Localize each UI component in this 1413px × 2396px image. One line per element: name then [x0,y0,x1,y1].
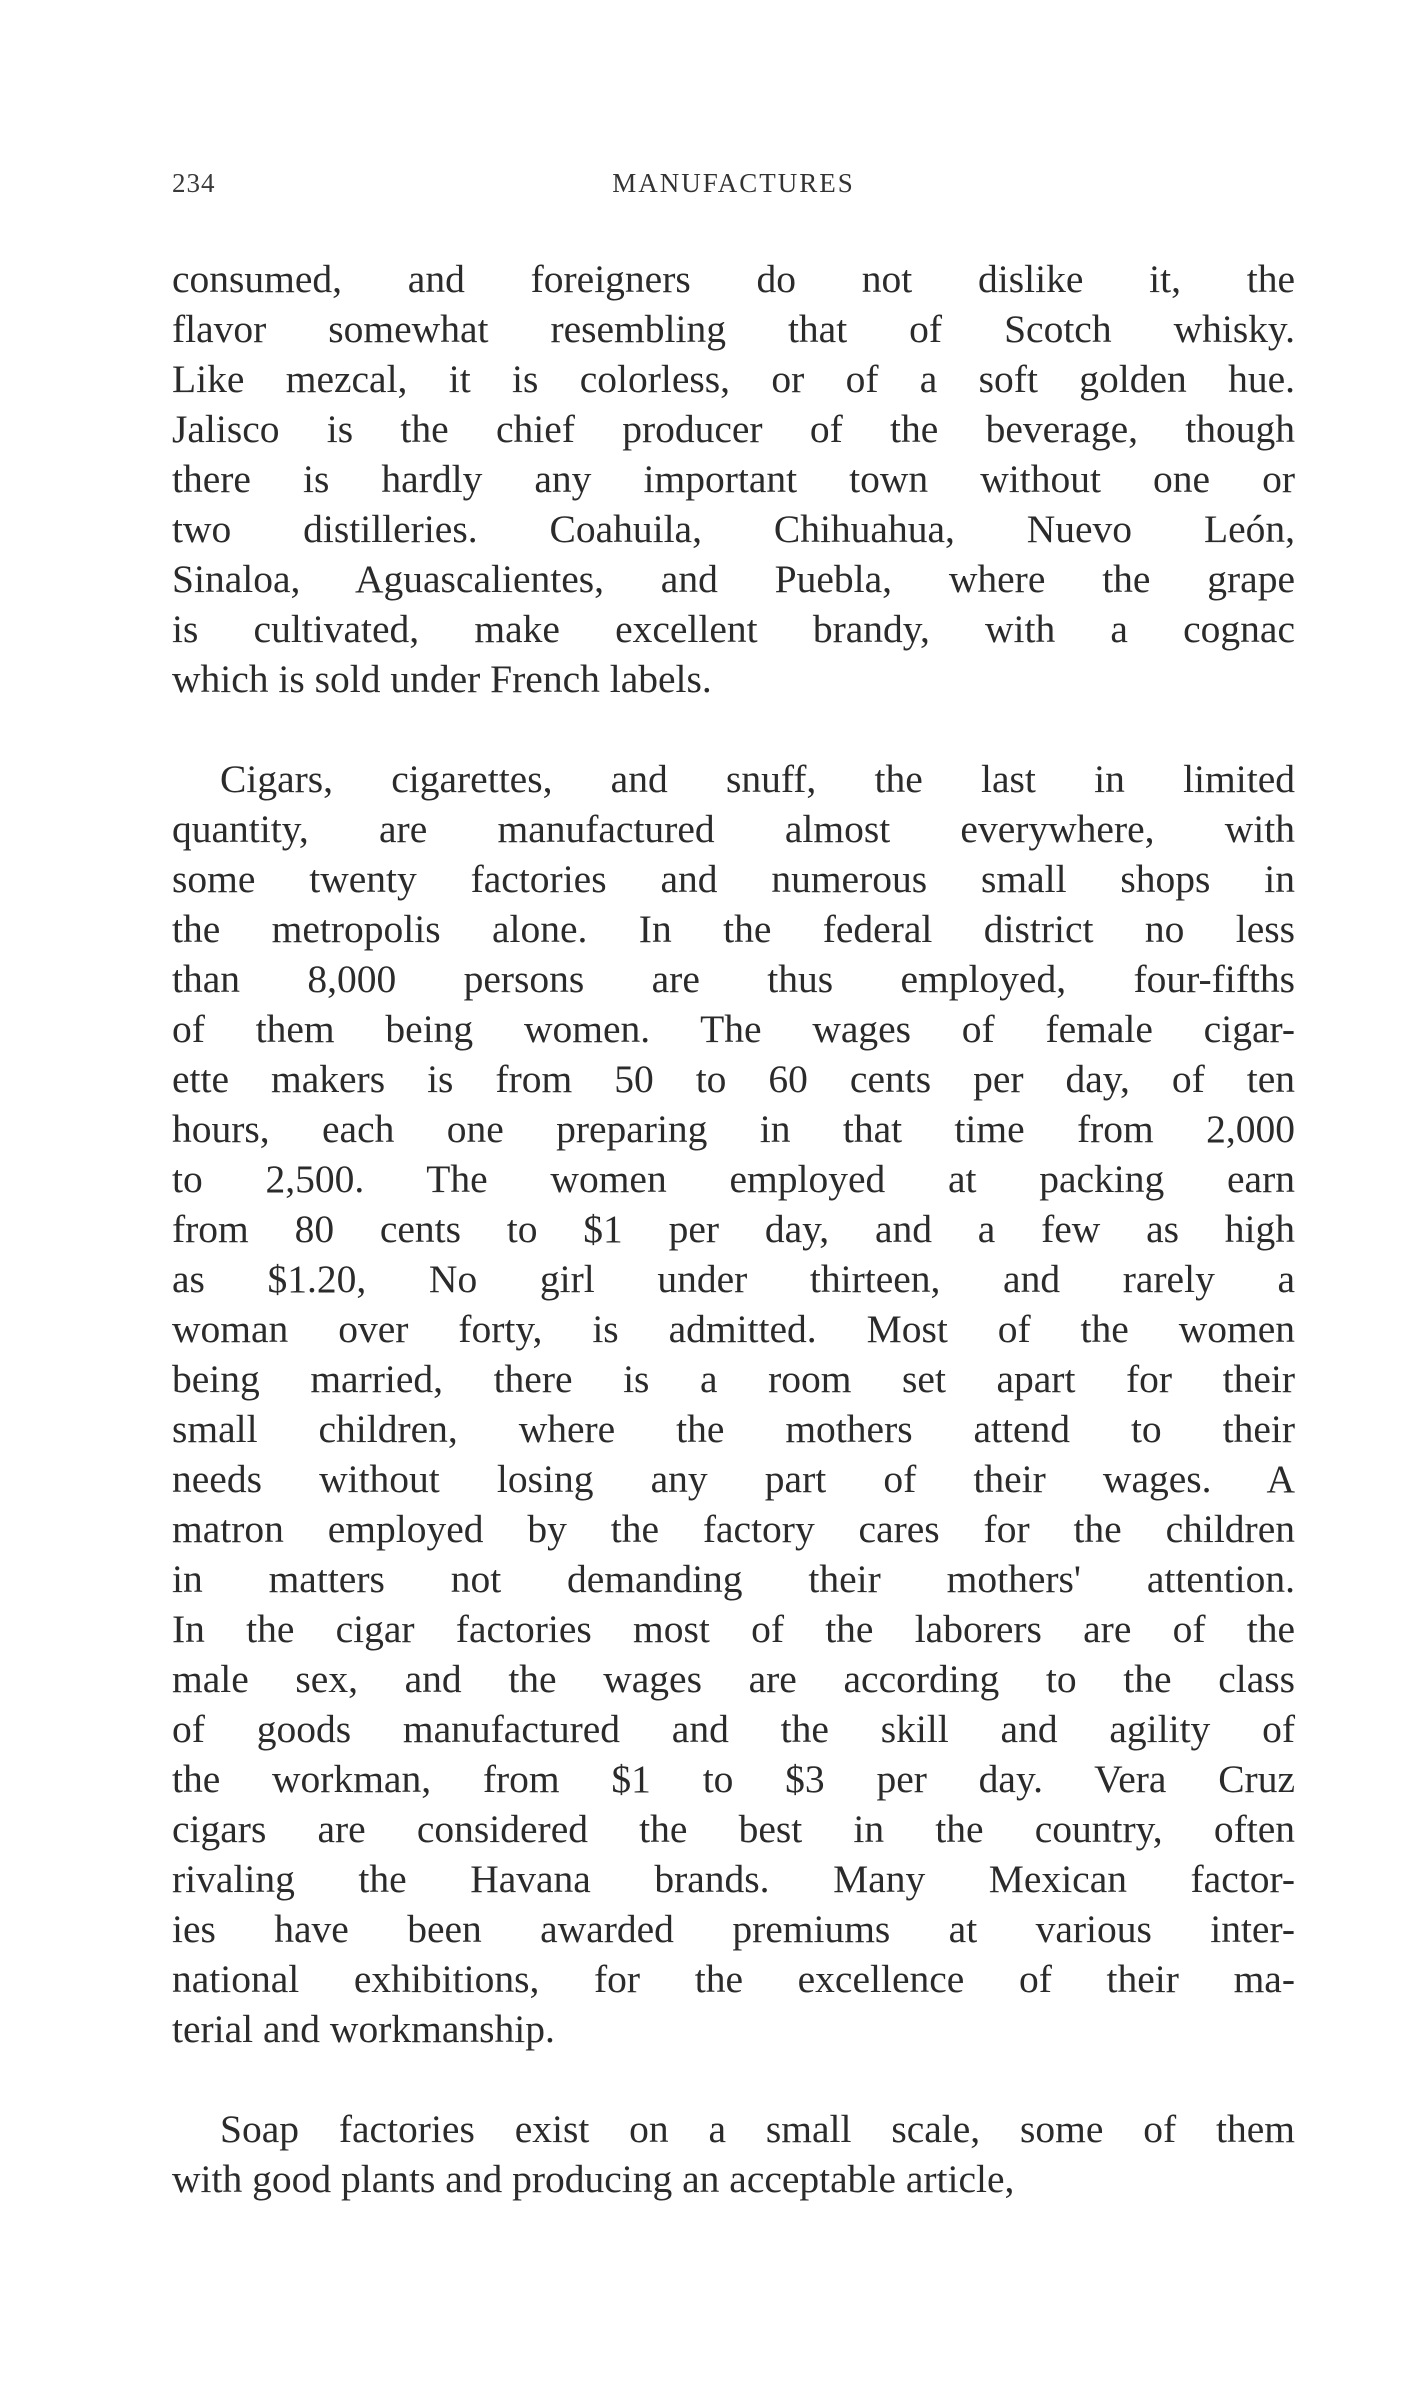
text-line: needs without losing any part of their wages. A [172,1457,1295,1501]
text-line: cigars are considered the best in the country, often [172,1807,1295,1851]
paragraph [172,2104,1295,2204]
text-line: In the cigar factories most of the laborers are of the [172,1607,1295,1651]
text-line: from 80 cents to $1 per day, and a few as high [172,1207,1295,1251]
running-head: MANUFACTURES [612,168,855,198]
paragraph [172,754,1295,2054]
text-line: of them being women. The wages of female cigar- [172,1007,1295,1051]
text-line: Soap factories exist on a small scale, some of them [220,2107,1295,2151]
text-line: than 8,000 persons are thus employed, four-fifths [172,957,1295,1001]
text-line: male sex, and the wages are according to the class [172,1657,1295,1701]
text-line: Like mezcal, it is colorless, or of a soft golden hue. [172,357,1295,401]
text-line: national exhibitions, for the excellence of their ma- [172,1957,1295,2001]
text-line: matron employed by the factory cares for the children [172,1507,1295,1551]
text-line: rivaling the Havana brands. Many Mexican factor- [172,1857,1295,1901]
text-line: to 2,500. The women employed at packing earn [172,1157,1295,1201]
text-line: is cultivated, make excellent brandy, with a cognac [172,607,1295,651]
text-line: which is sold under French labels. [172,657,712,701]
text-line: being married, there is a room set apart for their [172,1357,1295,1401]
text-line: ette makers is from 50 to 60 cents per day, of ten [172,1057,1295,1101]
text-line: flavor somewhat resembling that of Scotch whisky. [172,307,1295,351]
text-line: two distilleries. Coahuila, Chihuahua, Nuevo León, [172,507,1295,551]
paragraph-gap [172,704,1295,754]
text-line: as $1.20, No girl under thirteen, and rarely a [172,1257,1295,1301]
text-line: consumed, and foreigners do not dislike it, the [172,257,1295,301]
body-text [172,254,1295,2204]
text-line: the metropolis alone. In the federal district no less [172,907,1295,951]
text-line: woman over forty, is admitted. Most of the women [172,1307,1295,1351]
text-line: some twenty factories and numerous small shops in [172,857,1295,901]
text-line: terial and workmanship. [172,2007,555,2051]
text-line: with good plants and producing an acceptable article, [172,2157,1015,2201]
text-line: the workman, from $1 to $3 per day. Vera Cruz [172,1757,1295,1801]
text-line: Cigars, cigarettes, and snuff, the last in limited [220,757,1295,801]
text-line: of goods manufactured and the skill and agility of [172,1707,1295,1751]
paragraph-gap [172,2054,1295,2104]
text-line: there is hardly any important town without one or [172,457,1295,501]
text-line: Sinaloa, Aguascalientes, and Puebla, where the grape [172,557,1295,601]
text-line: Jalisco is the chief producer of the beverage, though [172,407,1295,451]
text-line: small children, where the mothers attend to their [172,1407,1295,1451]
text-line: quantity, are manufactured almost everywhere, with [172,807,1295,851]
paragraph [172,254,1295,704]
page-header [172,168,1295,208]
page-number: 234 [172,168,216,198]
text-line: hours, each one preparing in that time from 2,000 [172,1107,1295,1151]
text-line: in matters not demanding their mothers' attention. [172,1557,1295,1601]
text-line: ies have been awarded premiums at various inter- [172,1907,1295,1951]
